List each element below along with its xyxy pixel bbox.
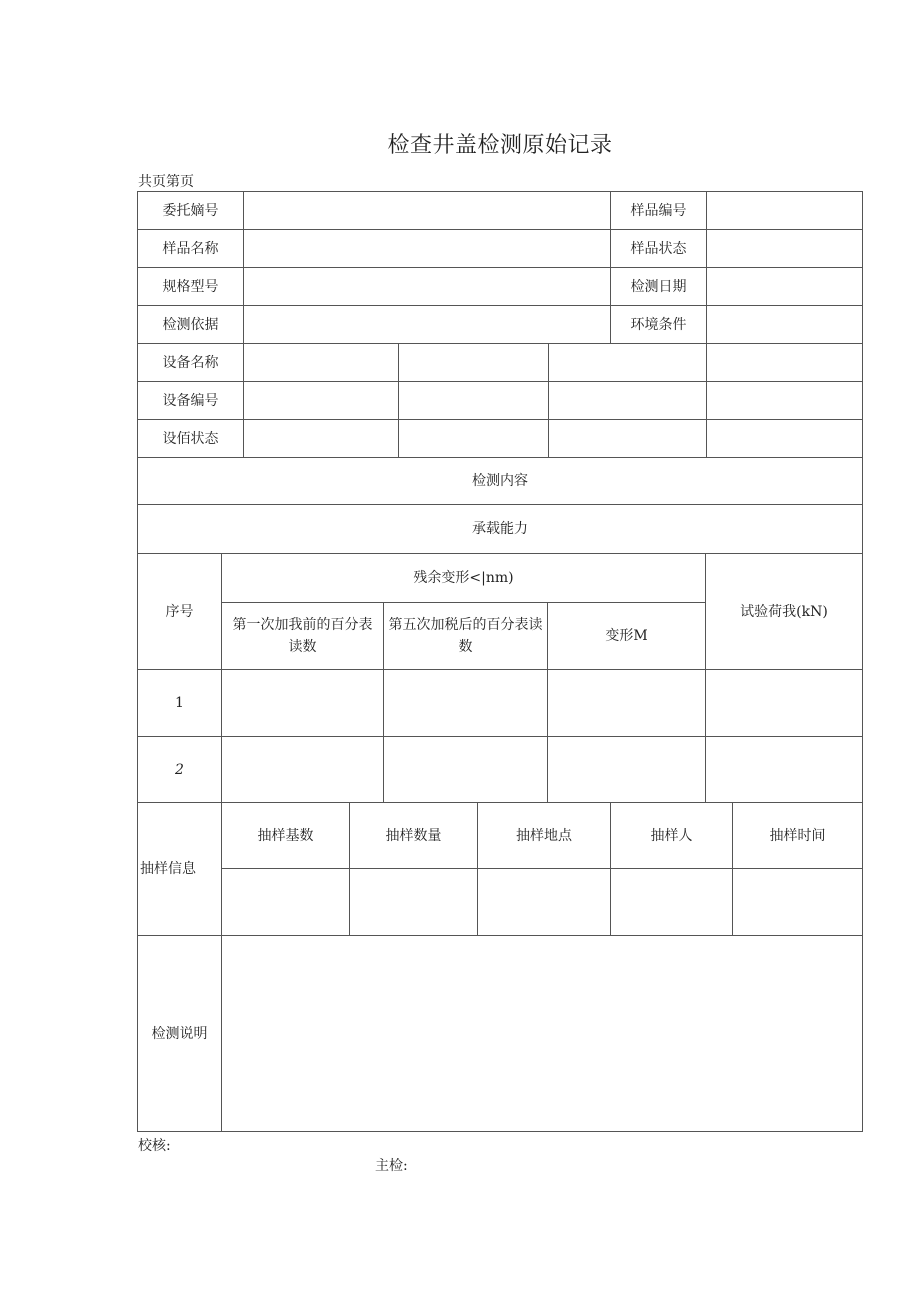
label-model: 规格型号: [137, 267, 244, 306]
row2-first-reading[interactable]: [221, 736, 384, 803]
row1-first-reading[interactable]: [221, 669, 384, 737]
field-sample-status[interactable]: [706, 229, 863, 268]
field-model[interactable]: [243, 267, 611, 306]
field-sampling-base[interactable]: [221, 868, 350, 936]
label-sample-status: 样品状态: [610, 229, 707, 268]
label-commission-no: 委托嫡号: [137, 191, 244, 230]
field-equipment-name-3[interactable]: [548, 343, 707, 382]
row-seq-1: 1: [137, 669, 222, 737]
row2-fifth-reading[interactable]: [383, 736, 548, 803]
capacity-header: 承载能力: [137, 504, 863, 554]
sampler-header: 抽样人: [610, 802, 733, 869]
field-sample-name[interactable]: [243, 229, 611, 268]
sampling-label: 抽样信息: [137, 802, 222, 936]
label-sample-no: 样品编号: [610, 191, 707, 230]
field-notes[interactable]: [221, 935, 863, 1132]
label-equipment-status: 设佰状态: [137, 419, 244, 458]
row1-test-load[interactable]: [705, 669, 863, 737]
sampling-time-header: 抽样时间: [732, 802, 863, 869]
notes-label: 检测说明: [137, 935, 222, 1132]
review-label: 校核:: [138, 1138, 171, 1154]
record-form: [137, 191, 863, 1132]
row1-deformation[interactable]: [547, 669, 706, 737]
field-equipment-no-2[interactable]: [398, 381, 549, 420]
page-info: 共页第页: [138, 174, 194, 190]
inspector-label: 主检:: [375, 1158, 408, 1174]
field-test-date[interactable]: [706, 267, 863, 306]
field-equipment-name-1[interactable]: [243, 343, 399, 382]
field-equipment-status-1[interactable]: [243, 419, 399, 458]
field-equipment-name-4[interactable]: [706, 343, 863, 382]
sampling-quantity-header: 抽样数量: [349, 802, 478, 869]
document-title: 检查井盖检测原始记录: [387, 133, 613, 158]
field-environment[interactable]: [706, 305, 863, 344]
field-equipment-name-2[interactable]: [398, 343, 549, 382]
field-equipment-no-1[interactable]: [243, 381, 399, 420]
label-equipment-no: 设备编号: [137, 381, 244, 420]
label-sample-name: 样品名称: [137, 229, 244, 268]
label-environment: 环境条件: [610, 305, 707, 344]
row1-fifth-reading[interactable]: [383, 669, 548, 737]
field-equipment-status-3[interactable]: [548, 419, 707, 458]
deformation-header: 变形M: [547, 602, 706, 670]
field-test-basis[interactable]: [243, 305, 611, 344]
label-test-date: 检测日期: [610, 267, 707, 306]
field-sampling-quantity[interactable]: [349, 868, 478, 936]
field-equipment-status-4[interactable]: [706, 419, 863, 458]
field-sampler[interactable]: [610, 868, 733, 936]
field-sampling-location[interactable]: [477, 868, 611, 936]
field-equipment-status-2[interactable]: [398, 419, 549, 458]
seq-header: 序号: [137, 553, 222, 670]
row2-deformation[interactable]: [547, 736, 706, 803]
residual-deformation-header: 残余变形<|nm): [221, 553, 706, 603]
sampling-location-header: 抽样地点: [477, 802, 611, 869]
field-commission-no[interactable]: [243, 191, 611, 230]
test-content-header: 检测内容: [137, 457, 863, 505]
row2-test-load[interactable]: [705, 736, 863, 803]
test-load-header: 试验荷我(kN): [705, 553, 863, 670]
first-reading-header: 第一次加我前的百分表读数: [221, 602, 384, 670]
field-equipment-no-4[interactable]: [706, 381, 863, 420]
sampling-base-header: 抽样基数: [221, 802, 350, 869]
field-sampling-time[interactable]: [732, 868, 863, 936]
field-sample-no[interactable]: [706, 191, 863, 230]
label-test-basis: 检测依据: [137, 305, 244, 344]
row-seq-2: 2: [137, 736, 222, 803]
label-equipment-name: 设备名称: [137, 343, 244, 382]
field-equipment-no-3[interactable]: [548, 381, 707, 420]
fifth-reading-header: 第五次加税后的百分表读数: [383, 602, 548, 670]
